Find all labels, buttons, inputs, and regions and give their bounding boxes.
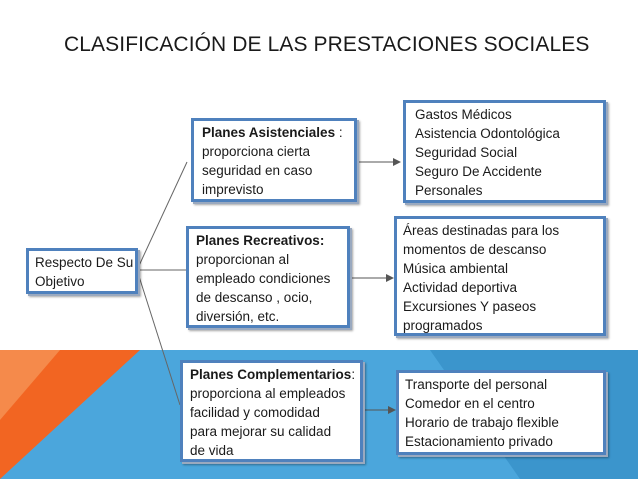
plan-2-item-4: Actividad deportiva: [403, 280, 518, 295]
plan-3-item-4: Estacionamiento privado: [405, 434, 553, 449]
plan-3-item-1: Transporte del personal: [405, 377, 548, 392]
root-line-2: Objetivo: [35, 274, 85, 289]
plan-3-item-3: Horario de trabajo flexible: [405, 415, 559, 430]
plan-2-line-3: de descanso , ocio,: [196, 290, 313, 305]
plan-2-item-3: Música ambiental: [403, 261, 509, 276]
plan-1-item-4: Seguro De Accidente: [415, 164, 542, 179]
plan-2-item-2: momentos de descanso: [403, 242, 547, 257]
plan-1-name: Planes Asistenciales: [202, 125, 336, 140]
plan-3-suffix: :: [351, 367, 356, 382]
plan-1-items-node: [403, 100, 606, 203]
root-line-1: Respecto De Su: [35, 255, 134, 270]
plan-2-item-6: programados: [403, 318, 483, 333]
plan-3-line-2: facilidad y comodidad: [190, 405, 320, 420]
plan-1-item-1: Gastos Médicos: [415, 107, 512, 122]
plan-1-line-1: proporciona cierta: [202, 144, 311, 159]
root-node: [26, 248, 138, 294]
plan-1-item-2: Asistencia Odontológica: [415, 126, 560, 141]
plan-2-line-1: proporcionan al: [196, 252, 290, 267]
plan-1-line-2: seguridad en caso: [202, 163, 313, 178]
plan-2-name: Planes Recreativos:: [196, 233, 325, 248]
page-title: CLASIFICACIÓN DE LAS PRESTACIONES SOCIALES: [64, 33, 590, 56]
plan-2-line-4: diversión, etc.: [196, 309, 280, 324]
plan-complementarios-node: [180, 360, 363, 462]
plan-2-item-1: Áreas destinadas para los: [403, 223, 560, 238]
plan-recreativos-node: [186, 226, 350, 328]
plan-3-item-2: Comedor en el centro: [405, 396, 535, 411]
plan-1-suffix: :: [335, 125, 343, 140]
plan-3-items-node: [396, 370, 606, 455]
plan-3-name: Planes Complementarios: [190, 367, 352, 382]
plan-3-line-4: de vida: [190, 443, 234, 458]
plan-1-item-3: Seguridad Social: [415, 145, 518, 160]
plan-1-line-3: imprevisto: [202, 182, 264, 197]
plan-asistenciales-node: [191, 118, 357, 202]
plan-2-items-node: [394, 216, 606, 336]
plan-2-line-2: empleado condiciones: [196, 271, 331, 286]
plan-3-line-3: para mejorar su calidad: [190, 424, 332, 439]
plan-1-item-5: Personales: [415, 183, 483, 198]
plan-2-item-5: Excursiones Y paseos: [403, 299, 537, 314]
plan-3-line-1: proporciona al empleados: [190, 386, 346, 401]
